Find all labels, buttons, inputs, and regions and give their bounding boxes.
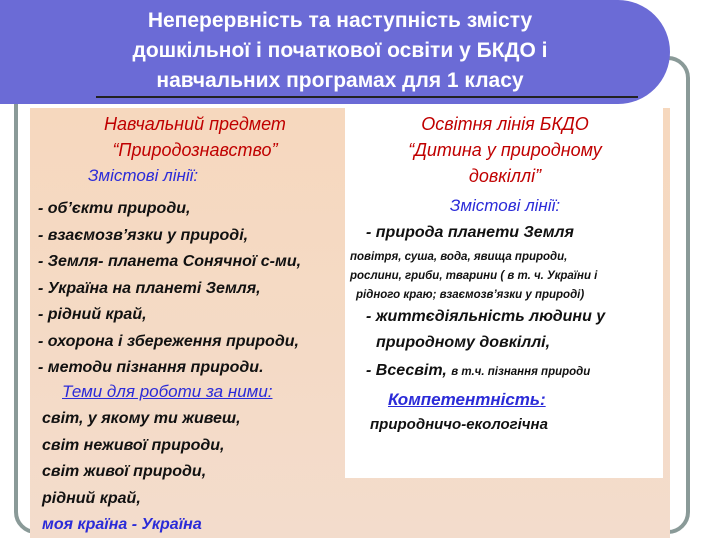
left-heading-1: Навчальний предмет — [104, 114, 286, 134]
list-item: - Земля- планета Сонячної с-ми, — [38, 253, 302, 270]
right-item-3-detail: в т.ч. пізнання природи — [451, 366, 591, 378]
right-content-lines-label: Змістові лінії: — [449, 196, 561, 215]
right-item-1-detail — [350, 248, 597, 305]
left-items-list — [38, 196, 301, 382]
list-item: - Україна на планеті Земля, — [38, 279, 261, 297]
right-heading-2: “Дитина у природному — [408, 140, 602, 160]
detail-line: рідного краю; взаємозв’язки у природі) — [356, 289, 585, 301]
title-underline — [96, 96, 638, 98]
right-competence-label: Компетентність: — [388, 390, 546, 409]
left-heading-2: “Природознавство” — [112, 140, 278, 160]
list-item: рідний край, — [42, 489, 141, 507]
title-line-1: Неперервність та наступність змісту — [147, 9, 533, 32]
right-item-2-line-1: - життєдіяльність людини у — [366, 308, 606, 325]
right-heading-1: Освітня лінія БКДО — [421, 114, 589, 134]
right-competence-value: природничо-екологічна — [370, 416, 548, 433]
left-topics-list — [42, 406, 241, 512]
detail-line: рослини, гриби, тварини ( в т. ч. України і — [350, 270, 598, 282]
title-line-2: дошкільної і початкової освіти у БКДО і — [132, 39, 548, 62]
list-item: світ живої природи, — [42, 463, 207, 480]
list-item: світ неживої природи, — [42, 436, 225, 454]
title-line-3: навчальних програмах для 1 класу — [156, 69, 524, 92]
list-item: - об’єкти природи, — [38, 200, 191, 217]
left-content-lines-label: Змістові лінії: — [88, 166, 199, 185]
list-item: світ, у якому ти живеш, — [42, 410, 241, 427]
list-item: - рідний край, — [38, 306, 147, 323]
list-item: - взаємозв’язки у природі, — [38, 226, 249, 244]
detail-line: повітря, суша, вода, явища природи, — [350, 251, 568, 263]
list-item: - методи пізнання природи. — [38, 359, 264, 376]
left-last-topic: моя країна - Україна — [42, 516, 202, 533]
right-item-3-text: - Всесвіт, — [366, 362, 447, 379]
right-item-2-line-2: природному довкіллі, — [376, 334, 551, 351]
slide-title — [40, 6, 640, 96]
list-item: - охорона і збереження природи, — [38, 332, 299, 350]
right-item-1: - природа планети Земля — [366, 224, 574, 241]
left-topics-label: Теми для роботи за ними: — [62, 382, 273, 401]
right-item-3 — [366, 362, 590, 380]
title-bar — [0, 0, 670, 104]
right-heading-3: довкіллі” — [468, 166, 542, 186]
